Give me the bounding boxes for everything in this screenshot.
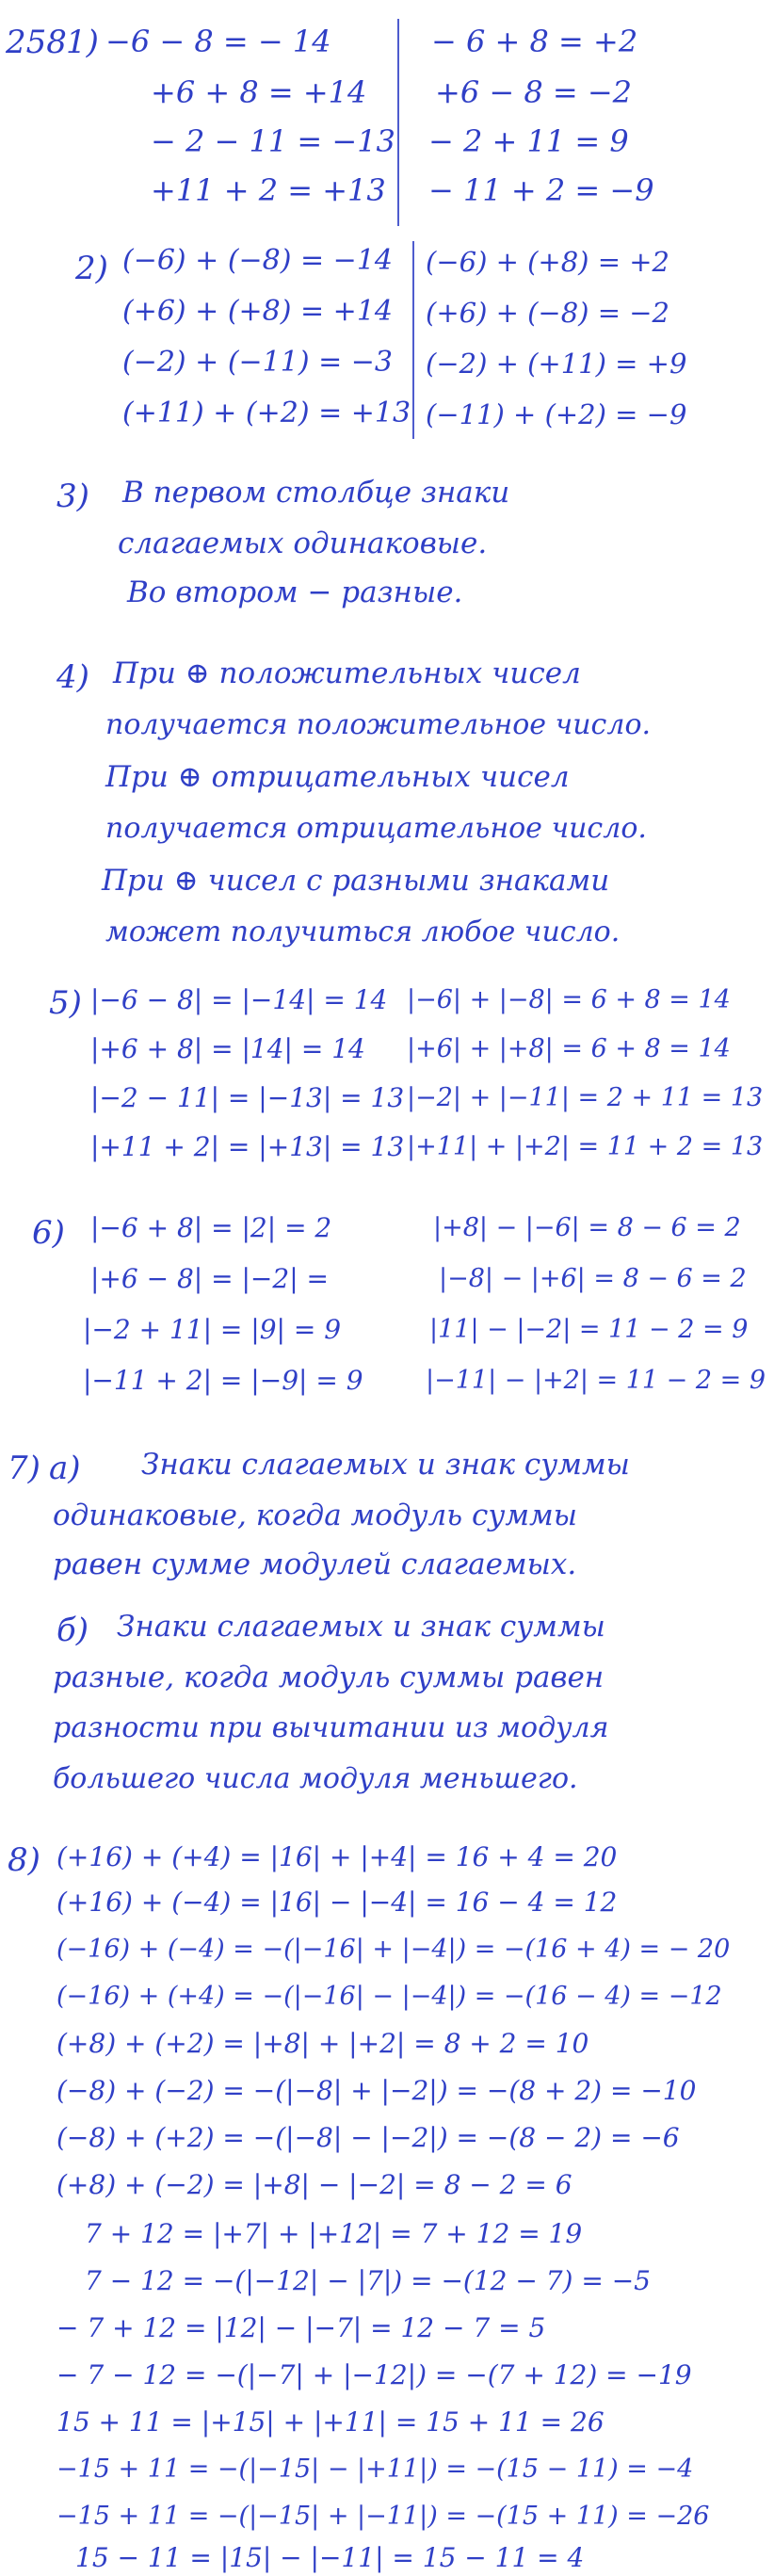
part-8-line: (−16) + (−4) = −(|−16| + |−4|) = −(16 + 4) = − 20 bbox=[56, 1935, 731, 1964]
part-7b-line: большего числа модуля меньшего. bbox=[53, 1762, 578, 1795]
column-divider bbox=[397, 19, 399, 226]
part-8-line: −15 + 11 = −(|−15| − |+11|) = −(15 − 11) = −4 bbox=[56, 2454, 694, 2484]
part-5-right-row: |+11| + |+2| = 11 + 2 = 13 bbox=[407, 1132, 764, 1161]
part-1-right-row: +6 − 8 = −2 bbox=[435, 74, 633, 110]
part-8-line: (−8) + (+2) = −(|−8| − |−2|) = −(8 − 2) = −6 bbox=[56, 2122, 680, 2153]
part-4-line: При ⊕ чисел с разными знаками bbox=[102, 864, 610, 898]
part-1-label: 1) bbox=[66, 24, 99, 61]
part-6-right-row: |−8| − |+6| = 8 − 6 = 2 bbox=[439, 1264, 747, 1293]
part-5-right-row: |+6| + |+8| = 6 + 8 = 14 bbox=[407, 1034, 731, 1063]
part-8-line: 15 + 11 = |+15| + |+11| = 15 + 11 = 26 bbox=[56, 2406, 605, 2438]
part-5-right-row: |−2| + |−11| = 2 + 11 = 13 bbox=[407, 1083, 764, 1112]
part-8-line: (−16) + (+4) = −(|−16| − |−4|) = −(16 − 4) = −12 bbox=[56, 1982, 722, 2011]
part-6-right-row: |+8| − |−6| = 8 − 6 = 2 bbox=[433, 1213, 741, 1242]
part-8-line: − 7 + 12 = |12| − |−7| = 12 − 7 = 5 bbox=[56, 2312, 546, 2343]
part-6-label: 6) bbox=[32, 1214, 65, 1252]
part-1-right-row: − 11 + 2 = −9 bbox=[428, 172, 654, 208]
part-2-right-row: (−11) + (+2) = −9 bbox=[426, 398, 687, 430]
part-2-left-row: (+6) + (+8) = +14 bbox=[122, 295, 393, 328]
part-5-left-row: |−2 − 11| = |−13| = 13 bbox=[90, 1082, 405, 1113]
part-5-right-row: |−6| + |−8| = 6 + 8 = 14 bbox=[407, 985, 731, 1014]
part-8-line: 7 − 12 = −(|−12| − |7|) = −(12 − 7) = −5 bbox=[85, 2265, 651, 2296]
problem-number: 258 bbox=[6, 24, 67, 61]
part-8-line: −15 + 11 = −(|−15| + |−11|) = −(15 + 11) = −26 bbox=[56, 2502, 710, 2531]
part-6-left-row: |−2 + 11| = |9| = 9 bbox=[83, 1314, 342, 1345]
part-3-line: слагаемых одинаковые. bbox=[118, 527, 488, 560]
part-2-left-row: (−6) + (−8) = −14 bbox=[122, 244, 393, 277]
part-7a-line: равен сумме модулей слагаемых. bbox=[53, 1547, 577, 1581]
part-1-right-row: − 2 + 11 = 9 bbox=[428, 123, 629, 159]
part-8-line: (+16) + (+4) = |16| + |+4| = 16 + 4 = 20 bbox=[56, 1841, 618, 1872]
part-4-line: При ⊕ отрицательных чисел bbox=[105, 760, 570, 794]
part-3-label: 3) bbox=[56, 478, 89, 515]
part-1-left-row: − 2 − 11 = −13 bbox=[151, 123, 395, 159]
part-7b-line: разности при вычитании из модуля bbox=[53, 1711, 609, 1744]
part-8-line: (+8) + (−2) = |+8| − |−2| = 8 − 2 = 6 bbox=[56, 2169, 572, 2200]
part-6-right-row: |−11| − |+2| = 11 − 2 = 9 bbox=[426, 1366, 766, 1395]
part-7b-line: Знаки слагаемых и знак суммы bbox=[117, 1610, 605, 1644]
part-2-left-row: (−2) + (−11) = −3 bbox=[122, 346, 393, 379]
part-8-line: (+8) + (+2) = |+8| + |+2| = 8 + 2 = 10 bbox=[56, 2028, 589, 2059]
part-4-line: получается отрицательное число. bbox=[105, 812, 647, 845]
part-4-label: 4) bbox=[56, 658, 89, 696]
part-7a-line: Знаки слагаемых и знак суммы bbox=[141, 1448, 630, 1482]
part-6-left-row: |−6 + 8| = |2| = 2 bbox=[90, 1212, 332, 1243]
part-7-label: 7) bbox=[8, 1450, 40, 1487]
part-7b-label: б) bbox=[56, 1612, 89, 1649]
part-2-right-row: (+6) + (−8) = −2 bbox=[426, 297, 669, 329]
part-8-line: (+16) + (−4) = |16| − |−4| = 16 − 4 = 12 bbox=[56, 1887, 618, 1918]
part-3-line: В первом столбце знаки bbox=[122, 476, 510, 510]
part-8-line: 7 + 12 = |+7| + |+12| = 7 + 12 = 19 bbox=[85, 2218, 583, 2249]
part-8-label: 8) bbox=[8, 1841, 40, 1879]
part-5-label: 5) bbox=[49, 984, 82, 1022]
part-1-left-row: +6 + 8 = +14 bbox=[151, 74, 367, 110]
part-6-right-row: |11| − |−2| = 11 − 2 = 9 bbox=[429, 1315, 749, 1344]
part-6-left-row: |−11 + 2| = |−9| = 9 bbox=[83, 1365, 363, 1396]
part-2-right-row: (−6) + (+8) = +2 bbox=[426, 246, 669, 278]
part-7b-line: разные, когда модуль суммы равен bbox=[53, 1661, 605, 1694]
part-2-right-row: (−2) + (+11) = +9 bbox=[426, 348, 687, 380]
part-1-left-row: −6 − 8 = − 14 bbox=[105, 24, 331, 59]
part-4-line: может получиться любое число. bbox=[105, 915, 621, 948]
part-5-left-row: |+6 + 8| = |14| = 14 bbox=[90, 1033, 365, 1064]
part-5-left-row: |+11 + 2| = |+13| = 13 bbox=[90, 1131, 405, 1162]
part-1-right-row: − 6 + 8 = +2 bbox=[431, 24, 638, 59]
part-8-line: (−8) + (−2) = −(|−8| + |−2|) = −(8 + 2) = −10 bbox=[56, 2075, 697, 2106]
part-3-line: Во втором − разные. bbox=[127, 575, 463, 609]
part-1-left-row: +11 + 2 = +13 bbox=[151, 172, 386, 208]
part-2-left-row: (+11) + (+2) = +13 bbox=[122, 397, 411, 429]
part-4-line: получается положительное число. bbox=[105, 708, 652, 741]
part-2-label: 2) bbox=[75, 250, 108, 287]
part-6-left-row: |+6 − 8| = |−2| = bbox=[90, 1263, 329, 1294]
part-8-line: 15 − 11 = |15| − |−11| = 15 − 11 = 4 bbox=[75, 2542, 585, 2573]
part-4-line: При ⊕ положительных чисел bbox=[113, 656, 581, 690]
part-5-left-row: |−6 − 8| = |−14| = 14 bbox=[90, 984, 388, 1015]
part-7a-line: одинаковые, когда модуль суммы bbox=[53, 1499, 577, 1532]
column-divider bbox=[412, 241, 414, 439]
part-8-line: − 7 − 12 = −(|−7| + |−12|) = −(7 + 12) = −19 bbox=[56, 2359, 692, 2390]
part-7a-label: а) bbox=[49, 1450, 81, 1487]
